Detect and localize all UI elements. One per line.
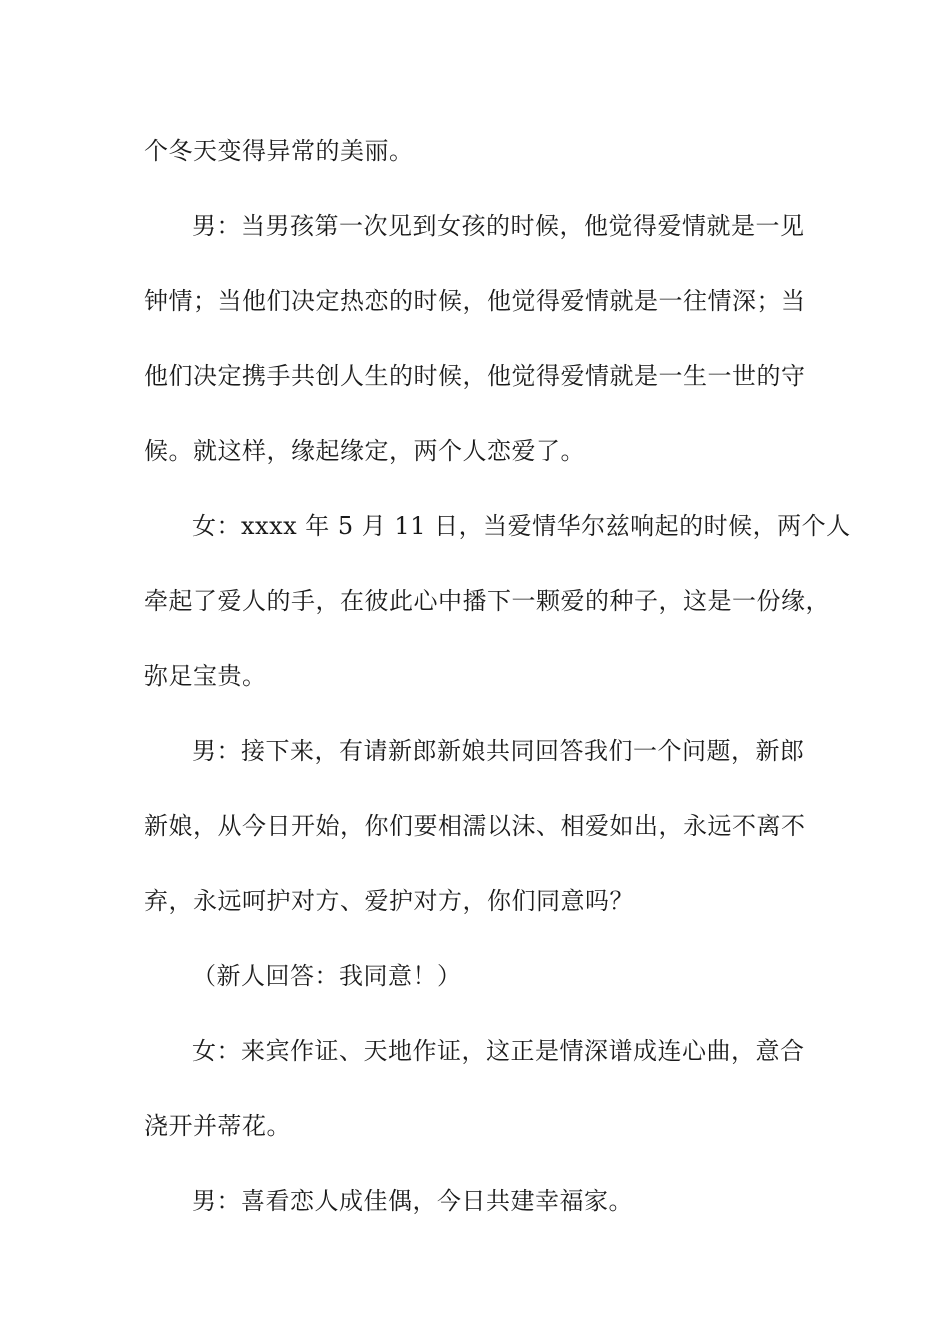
- text-line: 弥足宝贵。: [144, 662, 267, 690]
- text-line: 浇开并蒂花。: [144, 1112, 291, 1140]
- text-line: 弃，永远呵护对方、爱护对方，你们同意吗？: [144, 887, 634, 915]
- text-line: 新娘，从今日开始，你们要相濡以沫、相爱如出，永远不离不: [144, 812, 806, 840]
- paragraph-first-line: （新人回答：我同意！）: [192, 962, 462, 990]
- paragraph-first-line: 男：当男孩第一次见到女孩的时候，他觉得爱情就是一见: [192, 212, 805, 240]
- paragraph-first-line: 男：喜看恋人成佳偶，今日共建幸福家。: [192, 1187, 633, 1215]
- text-line: 钟情；当他们决定热恋的时候，他觉得爱情就是一往情深；当: [144, 287, 806, 315]
- paragraph-first-line: 男：接下来，有请新郎新娘共同回答我们一个问题，新郎: [192, 737, 805, 765]
- paragraph-first-line: 女：xxxx 年 5 月 11 日，当爱情华尔兹响起的时候，两个人: [192, 512, 851, 540]
- text-line: 他们决定携手共创人生的时候，他觉得爱情就是一生一世的守: [144, 362, 806, 390]
- text-line: 候。就这样，缘起缘定，两个人恋爱了。: [144, 437, 585, 465]
- text-line: 牵起了爱人的手，在彼此心中播下一颗爱的种子，这是一份缘，: [144, 587, 830, 615]
- text-line: 个冬天变得异常的美丽。: [144, 137, 414, 165]
- paragraph-first-line: 女：来宾作证、天地作证，这正是情深谱成连心曲，意合: [192, 1037, 805, 1065]
